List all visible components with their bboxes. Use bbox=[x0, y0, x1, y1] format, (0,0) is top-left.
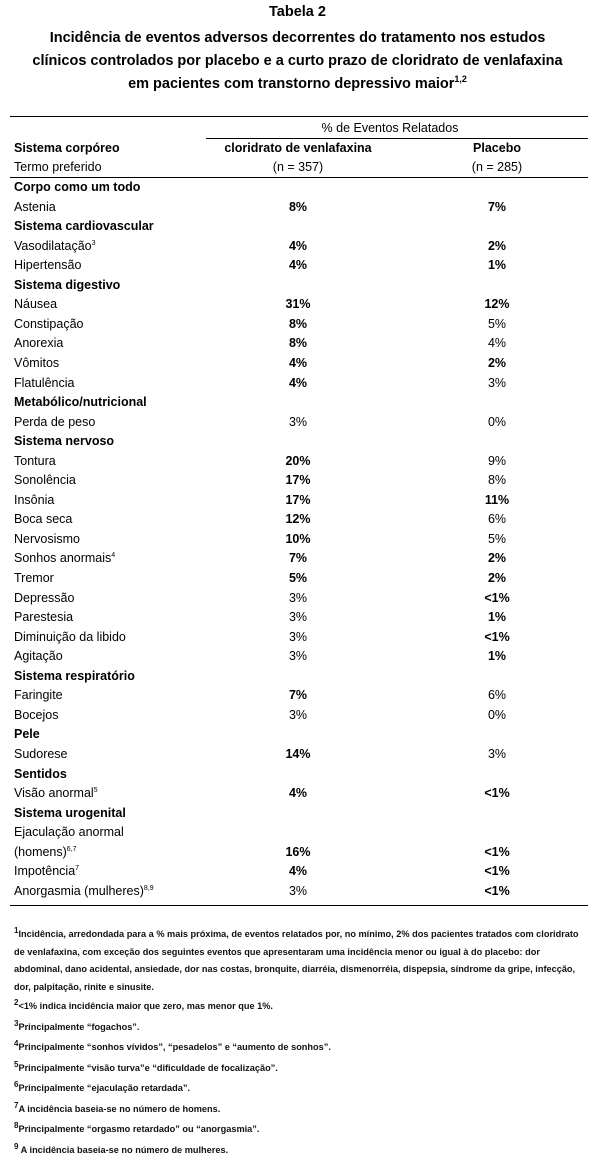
subtitle-line bbox=[0, 73, 595, 96]
table-row bbox=[0, 532, 595, 551]
term-cell bbox=[14, 786, 98, 800]
placebo-value: 3% bbox=[487, 746, 507, 761]
venlafaxine-value: 3% bbox=[288, 649, 308, 664]
term-label: Hipertensão bbox=[14, 258, 82, 273]
footnote bbox=[14, 1121, 584, 1139]
header-venlafaxine: cloridrato de venlafaxina bbox=[224, 141, 372, 155]
footnote-text: Principalmente “orgasmo retardado” ou “anorgasmia”. bbox=[18, 1124, 260, 1134]
section-row bbox=[0, 434, 595, 453]
table-row bbox=[0, 708, 595, 727]
table-row bbox=[0, 688, 595, 707]
footnote-ref: 4 bbox=[111, 552, 116, 560]
footnote-number: 6 bbox=[14, 1079, 19, 1089]
venlafaxine-value: 4% bbox=[288, 786, 308, 801]
footnote bbox=[14, 926, 584, 996]
table-row bbox=[0, 336, 595, 355]
footnote-ref: 6,7 bbox=[66, 845, 77, 853]
placebo-value: 4% bbox=[487, 336, 507, 351]
venlafaxine-value: 7% bbox=[288, 551, 308, 566]
section-label: Sistema cardiovascular bbox=[14, 219, 154, 234]
term-cell bbox=[14, 551, 115, 565]
placebo-value: 7% bbox=[487, 199, 507, 214]
table-row bbox=[0, 884, 595, 903]
term-label: Bocejos bbox=[14, 707, 59, 722]
venlafaxine-value: 20% bbox=[285, 453, 311, 468]
footnote bbox=[14, 1080, 584, 1098]
subtitle-line-text: em pacientes com transtorno depressivo maior bbox=[128, 76, 455, 92]
placebo-value: 0% bbox=[487, 414, 507, 429]
footnote bbox=[14, 1060, 584, 1078]
venlafaxine-value: 3% bbox=[288, 629, 308, 644]
footnote-number: 7 bbox=[14, 1100, 19, 1110]
table-row bbox=[0, 649, 595, 668]
footnote bbox=[14, 1019, 584, 1037]
section-row bbox=[0, 180, 595, 199]
venlafaxine-value: 16% bbox=[285, 844, 311, 859]
footnote-number: 5 bbox=[14, 1059, 19, 1069]
term-label: Depressão bbox=[14, 590, 75, 605]
table-row bbox=[0, 786, 595, 805]
placebo-value: <1% bbox=[484, 786, 510, 801]
term-label: Astenia bbox=[14, 199, 56, 214]
venlafaxine-value: 5% bbox=[288, 571, 308, 585]
venlafaxine-value: 3% bbox=[288, 883, 308, 898]
footnote-ref: 7 bbox=[75, 865, 80, 873]
section-row bbox=[0, 395, 595, 414]
placebo-value: 2% bbox=[487, 551, 507, 566]
placebo-value: 1% bbox=[487, 649, 507, 664]
venlafaxine-value: 3% bbox=[288, 414, 308, 429]
table-row bbox=[0, 239, 595, 258]
footnote bbox=[14, 1142, 584, 1160]
footnote-number: 9 bbox=[14, 1141, 19, 1151]
term-label: Perda de peso bbox=[14, 414, 96, 429]
section-row bbox=[0, 278, 595, 297]
section-row bbox=[0, 219, 595, 238]
term-label: Vômitos bbox=[14, 355, 60, 370]
footnote-text: Principalmente “ejaculação retardada”. bbox=[18, 1083, 191, 1093]
table-row bbox=[0, 297, 595, 316]
placebo-value: 3% bbox=[487, 375, 507, 390]
placebo-value: 5% bbox=[487, 316, 507, 331]
footnote-number: 4 bbox=[14, 1038, 19, 1048]
venlafaxine-value: 8% bbox=[288, 199, 308, 214]
footnote-ref: 8,9 bbox=[143, 884, 154, 892]
section-row bbox=[0, 806, 595, 825]
term-label: (homens) bbox=[14, 844, 67, 859]
term-label: Diminuição da libido bbox=[14, 629, 126, 644]
placebo-value: 2% bbox=[487, 238, 507, 253]
table-row bbox=[0, 376, 595, 395]
footnote bbox=[14, 998, 584, 1016]
term-cell bbox=[14, 845, 77, 859]
table-row bbox=[0, 845, 595, 864]
placebo-value: <1% bbox=[484, 590, 510, 605]
venlafaxine-value: 3% bbox=[288, 590, 308, 605]
table-row bbox=[0, 258, 595, 277]
venlafaxine-value: 4% bbox=[288, 238, 308, 253]
term-label: Visão anormal bbox=[14, 786, 94, 801]
placebo-value: 1% bbox=[487, 258, 507, 273]
table-row bbox=[0, 493, 595, 512]
placebo-value: 0% bbox=[487, 707, 507, 722]
venlafaxine-value: 8% bbox=[288, 316, 308, 331]
section-label: Corpo como um todo bbox=[14, 180, 141, 194]
table-row bbox=[0, 356, 595, 375]
table-row bbox=[0, 512, 595, 531]
table-row bbox=[0, 571, 595, 590]
placebo-value: 6% bbox=[487, 688, 507, 703]
placebo-value: 8% bbox=[487, 473, 507, 488]
placebo-value: <1% bbox=[484, 844, 510, 859]
footnote-text: <1% indica incidência maior que zero, mas menor que 1%. bbox=[18, 1001, 273, 1011]
term-cell bbox=[14, 864, 79, 878]
section-label: Pele bbox=[14, 727, 40, 742]
venlafaxine-value: 31% bbox=[285, 297, 311, 312]
footnote-text: A incidência baseia-se no número de homens. bbox=[18, 1103, 221, 1114]
venlafaxine-value: 14% bbox=[285, 746, 311, 761]
footnote-text: Incidência, arredondada para a % mais próxima, de eventos relatados por, no mínimo, 2% dos pacientes tratados com cloridrato de venlafaxina, com exceção dos seguintes eventos que apresentaram uma incidência menor ou igual à do placebo: dor abdominal, dano acidental, ansiedade, dor nas costas, bronquite, diarréia, dismenorréia, dispepsia, síndrome da gripe, infecção, dor, palpitação, rinite e sinusite. bbox=[14, 929, 579, 992]
placebo-value: 6% bbox=[487, 512, 507, 527]
placebo-value: 2% bbox=[487, 571, 507, 585]
footnotes bbox=[14, 926, 584, 1162]
table-row bbox=[0, 630, 595, 649]
venlafaxine-value: 12% bbox=[285, 512, 311, 527]
footnote-ref: 3 bbox=[91, 239, 96, 247]
term-label: Náusea bbox=[14, 297, 58, 312]
header-term: Termo preferido bbox=[14, 160, 102, 174]
placebo-value: <1% bbox=[484, 883, 510, 898]
term-label: Nervosismo bbox=[14, 531, 80, 546]
footnote-number: 3 bbox=[14, 1018, 19, 1028]
placebo-value: <1% bbox=[484, 629, 510, 644]
table-top-rule bbox=[10, 116, 588, 117]
venlafaxine-value: 8% bbox=[288, 336, 308, 351]
header-placebo-n: (n = 285) bbox=[471, 160, 523, 174]
header-group-label: % de Eventos Relatados bbox=[321, 121, 459, 135]
table-row bbox=[0, 825, 595, 844]
term-label: Flatulência bbox=[14, 375, 75, 390]
section-row bbox=[0, 767, 595, 786]
venlafaxine-value: 7% bbox=[288, 688, 308, 703]
footnote-number: 1 bbox=[14, 925, 19, 935]
subtitle-footnote-ref: 1,2 bbox=[454, 74, 467, 85]
table-row bbox=[0, 454, 595, 473]
subtitle-line: clínicos controlados por placebo e a curto prazo de cloridrato de venlafaxina bbox=[32, 53, 563, 69]
footnote-ref: 5 bbox=[93, 786, 98, 794]
table-row bbox=[0, 747, 595, 766]
section-label: Sentidos bbox=[14, 766, 67, 781]
venlafaxine-value: 4% bbox=[288, 864, 308, 879]
footnote-text: A incidência baseia-se no número de mulheres. bbox=[18, 1144, 229, 1155]
footnote-number: 2 bbox=[14, 997, 19, 1007]
placebo-value: 2% bbox=[487, 355, 507, 370]
term-label: Agitação bbox=[14, 649, 63, 664]
term-label: Sudorese bbox=[14, 746, 68, 761]
header-placebo: Placebo bbox=[473, 141, 521, 155]
table-row bbox=[0, 610, 595, 629]
venlafaxine-value: 17% bbox=[285, 473, 311, 488]
term-label: Boca seca bbox=[14, 512, 73, 527]
term-label: Insônia bbox=[14, 492, 55, 507]
term-label: Ejaculação anormal bbox=[14, 825, 124, 840]
table-row bbox=[0, 317, 595, 336]
footnote bbox=[14, 1039, 584, 1057]
term-label: Sonolência bbox=[14, 473, 76, 488]
term-label: Anorgasmia (mulheres) bbox=[14, 883, 144, 898]
term-label: Faringite bbox=[14, 688, 63, 703]
venlafaxine-value: 3% bbox=[288, 610, 308, 625]
venlafaxine-value: 4% bbox=[288, 375, 308, 390]
section-row bbox=[0, 727, 595, 746]
section-label: Sistema nervoso bbox=[14, 434, 115, 449]
term-cell bbox=[14, 884, 154, 898]
table-bottom-rule bbox=[10, 905, 588, 906]
venlafaxine-value: 3% bbox=[288, 707, 308, 722]
table-row bbox=[0, 864, 595, 883]
placebo-value: <1% bbox=[484, 864, 510, 879]
venlafaxine-value: 10% bbox=[285, 531, 311, 546]
term-label: Sonhos anormais bbox=[14, 551, 112, 566]
section-row bbox=[0, 669, 595, 688]
term-label: Tremor bbox=[14, 571, 54, 585]
footnote-text: Principalmente “sonhos vívidos”, “pesadelos” e “aumento de sonhos”. bbox=[18, 1042, 331, 1052]
placebo-value: 9% bbox=[487, 453, 507, 468]
header-bottom-rule bbox=[10, 177, 588, 178]
term-label: Vasodilatação bbox=[14, 238, 92, 253]
table-row bbox=[0, 415, 595, 434]
term-label: Anorexia bbox=[14, 336, 64, 351]
term-label: Constipação bbox=[14, 316, 84, 331]
group-underline bbox=[206, 138, 588, 139]
placebo-value: 12% bbox=[484, 297, 510, 312]
table-subtitle bbox=[0, 27, 595, 96]
table-row bbox=[0, 473, 595, 492]
venlafaxine-value: 4% bbox=[288, 258, 308, 273]
section-label: Sistema digestivo bbox=[14, 277, 121, 292]
section-label: Metabólico/nutricional bbox=[14, 395, 147, 410]
footnote-number: 8 bbox=[14, 1120, 19, 1130]
placebo-value: 11% bbox=[484, 492, 510, 507]
footnote-text: Principalmente “visão turva”e “dificuldade de focalização”. bbox=[18, 1062, 278, 1073]
term-label: Impotência bbox=[14, 864, 76, 879]
venlafaxine-value: 4% bbox=[288, 355, 308, 370]
placebo-value: 1% bbox=[487, 610, 507, 625]
table-row bbox=[0, 591, 595, 610]
term-cell bbox=[14, 239, 96, 253]
placebo-value: 5% bbox=[487, 531, 507, 546]
header-system: Sistema corpóreo bbox=[14, 141, 120, 155]
header-venlafaxine-n: (n = 357) bbox=[272, 160, 324, 174]
section-label: Sistema respiratório bbox=[14, 668, 135, 683]
subtitle-line: Incidência de eventos adversos decorrentes do tratamento nos estudos bbox=[49, 30, 546, 46]
term-label: Parestesia bbox=[14, 610, 74, 625]
footnote-text: Principalmente “fogachos”. bbox=[18, 1021, 140, 1032]
term-label: Tontura bbox=[14, 453, 56, 468]
table-row bbox=[0, 200, 595, 219]
table-title: Tabela 2 bbox=[269, 4, 326, 20]
footnote bbox=[14, 1101, 584, 1119]
section-label: Sistema urogenital bbox=[14, 805, 126, 820]
venlafaxine-value: 17% bbox=[285, 492, 311, 507]
table-row bbox=[0, 551, 595, 570]
